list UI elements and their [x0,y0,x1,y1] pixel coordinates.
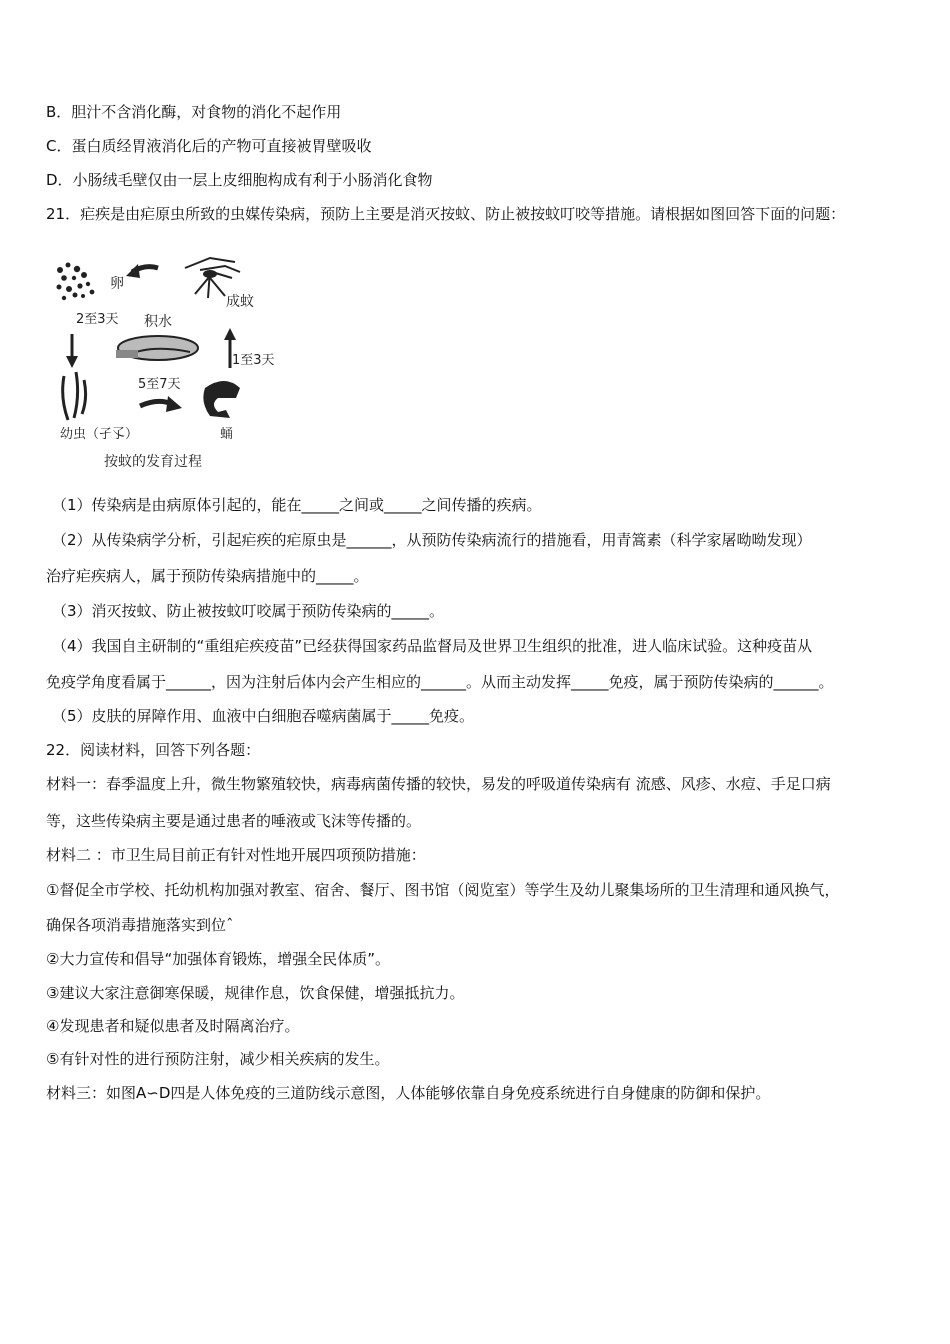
question-21-part-4a: （4）我国自主研制的“重组疟疾疫苗”已经获得国家药品监督局及世界卫生组织的批准，进人临床试验。这种疫苗从 [52,637,813,655]
water-puddle-image [116,336,198,360]
water-label: 积水 [144,314,172,330]
material-2-heading: 材料二 ：市卫生局目前正有针对性地开展四项预防措施： [46,846,426,864]
adult-mosquito-image [185,258,240,298]
question-21-part-4b: 免疫学角度看属于______，因为注射后体内会产生相应的______。从而主动发挥_____免疫，属于预防传染病的______。 [46,673,834,691]
adult-label: 成蚊 [226,294,254,310]
question-21-part-2b: 治疗疟疾病人，属于预防传染病措施中的_____。 [46,567,369,585]
mosquito-life-cycle-figure [50,248,280,476]
egg-label: 卵 [110,276,124,292]
larva-image [63,372,86,420]
question-21-part-5: （5）皮肤的屏障作用、血液中白细胞吞噬病菌属于_____免疫。 [52,707,475,725]
measure-1-line-1: ①督促全市学校、托幼机构加强对教室、宿舍、餐厅、图书馆（阅览室）等学生及幼儿聚集场所的卫生清理和通风换气， [46,881,840,899]
figure-caption: 按蚊的发育过程 [104,454,202,470]
duration-pupa-to-adult: 1至3天 [232,353,275,368]
question-21-intro: 21．疟疾是由疟原虫所致的虫媒传染病，预防上主要是消灭按蚊、防止被按蚊叮咬等措施。请根据如图回答下面的问题： [46,205,846,223]
question-22-intro: 22．阅读材料，回答下列各题： [46,741,261,759]
duration-larva-to-pupa: 5至7天 [138,377,181,392]
option-b: B．胆汁不含消化酶，对食物的消化不起作用 [46,103,342,121]
arrow-larva-to-pupa-head [166,396,182,412]
material-3: 材料三：如图A∽D四是人体免疫的三道防线示意图，人体能够依靠自身免疫系统进行自身健康的防御和保护。 [46,1084,771,1102]
question-21-part-1: （1）传染病是由病原体引起的，能在_____之间或_____之间传播的疾病。 [52,496,542,514]
option-c: C．蛋白质经胃液消化后的产物可直接被胃壁吸收 [46,137,372,155]
pupa-label: 蛹 [220,427,234,442]
arrow-egg-to-larva-head [66,356,78,368]
measure-4: ④发现患者和疑似患者及时隔离治疗。 [46,1017,300,1035]
measure-5: ⑤有针对性的进行预防注射，减少相关疾病的发生。 [46,1050,390,1068]
question-21-part-3: （3）消灭按蚊、防止被按蚊叮咬属于预防传染病的_____。 [52,602,445,620]
material-1-line-1: 材料一：春季温度上升，微生物繁殖较快，病毒病菌传播的较快，易发的呼吸道传染病有 流感、风疹、水痘、手足口病 [46,775,831,793]
material-1-line-2: 等，这些传染病主要是通过患者的唾液或飞沫等传播的。 [46,812,422,830]
measure-3: ③建议大家注意御寒保暖，规律作息，饮食保健，增强抵抗力。 [46,984,465,1002]
life-cycle-diagram [50,248,280,476]
egg-cluster-image [57,263,95,301]
duration-egg-to-larva: 2至3天 [76,312,119,327]
larva-label: 幼虫（孑孓） [60,427,139,442]
arrow-pupa-to-adult-head [224,328,236,340]
option-d: D．小肠绒毛壁仅由一层上皮细胞构成有利于小肠消化食物 [46,171,433,189]
pupa-image [203,381,240,418]
question-21-part-2a: （2）从传染病学分析，引起疟疾的疟原虫是______，从预防传染病流行的措施看，用青篙素（科学家屠呦呦发现） [52,531,812,549]
measure-1-line-2: 确保各项消毒措施落实到位ˆ [46,916,234,934]
measure-2: ②大力宣传和倡导“加强体育锻炼，增强全民体质”。 [46,950,390,968]
arrow-adult-to-egg-head [126,264,140,278]
